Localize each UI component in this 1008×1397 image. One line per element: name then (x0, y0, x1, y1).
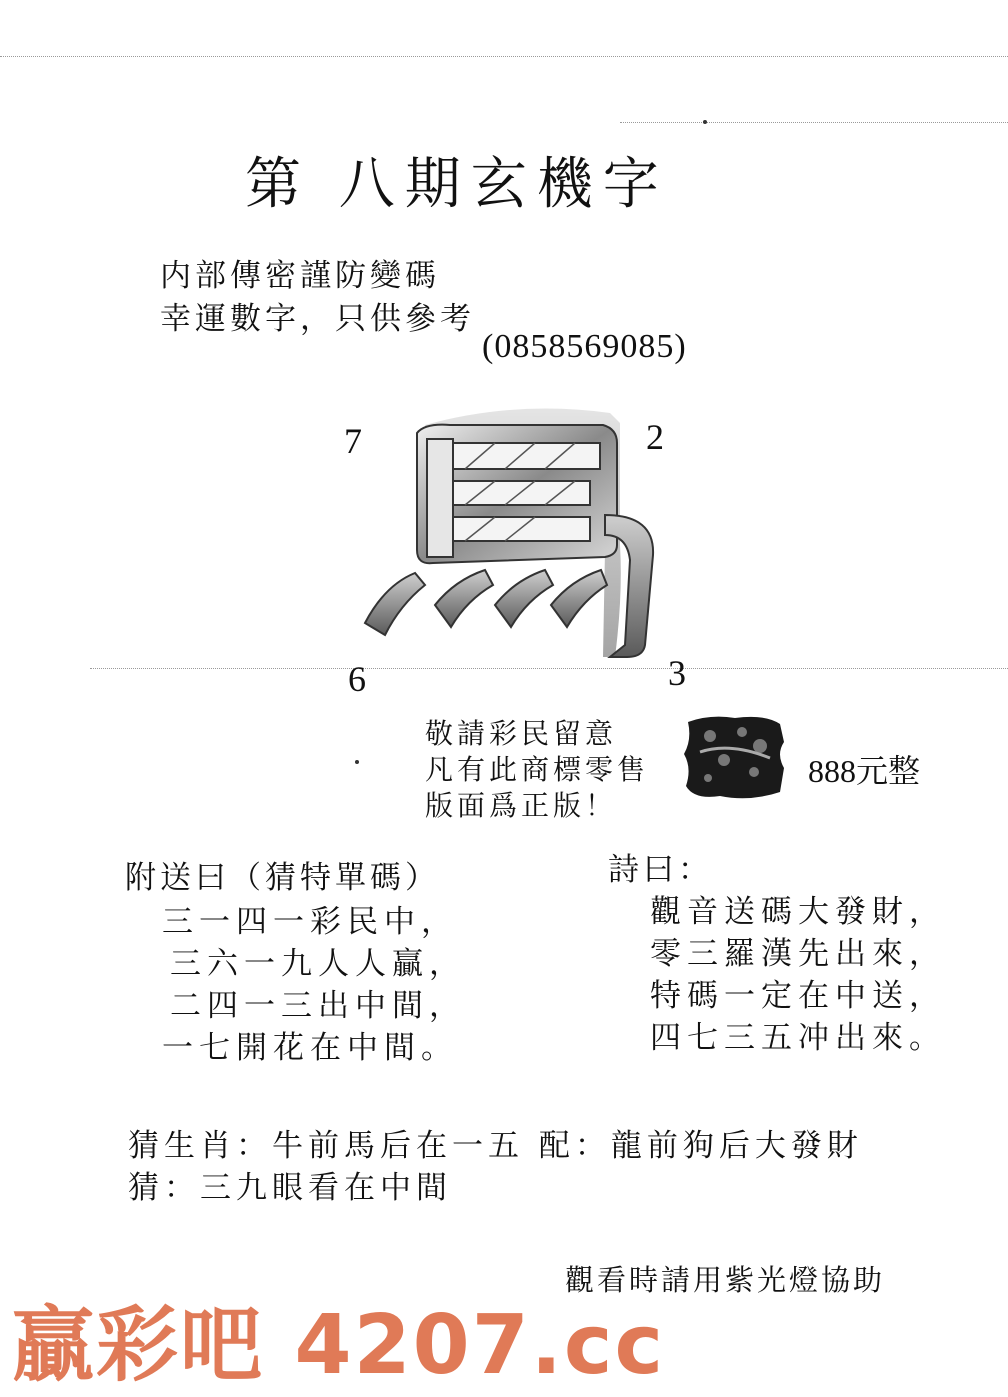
notice-line-1: 敬請彩民留意 (425, 717, 618, 750)
trademark-stamp-image (680, 712, 788, 800)
poem-line: 零三羅漢先出來， (650, 936, 946, 972)
scan-speck (355, 760, 359, 764)
notice-price: 888元整 (808, 753, 921, 789)
lucky-number-top-left: 7 (344, 421, 362, 461)
lucky-number-bottom-right: 3 (668, 653, 686, 693)
phone-number: (0858569085) (482, 328, 687, 365)
poem-line: 特碼一定在中送， (650, 978, 946, 1014)
notice-line-3: 版面爲正版！ (425, 789, 618, 822)
poem-heading: 詩曰： (608, 852, 713, 888)
uv-light-note: 觀看時請用紫光燈協助 (565, 1263, 886, 1297)
lucky-number-bottom-left: 6 (348, 659, 366, 699)
poem-line: 觀音送碼大發財， (650, 894, 946, 930)
site-watermark: 贏彩吧 4207.cc (12, 1298, 666, 1393)
lucky-number-top-right: 2 (646, 417, 664, 457)
notice-line-2: 凡有此商標零售 (425, 753, 650, 786)
gift-line: 三一四一彩民中， (162, 904, 458, 940)
page-title: 第 八期玄機字 (245, 152, 669, 217)
gift-heading: 附送曰（猜特單碼） (125, 860, 440, 896)
scan-line (620, 122, 1008, 123)
gift-line: 二四一三出中間， (170, 988, 466, 1024)
scan-speck (703, 120, 707, 124)
gift-line: 三六一九人人贏， (170, 946, 466, 982)
intro-line-1: 内部傳密謹防變碼 (160, 258, 440, 294)
zodiac-line-2: 猜：三九眼看在中間 (128, 1170, 452, 1206)
intro-line-2: 幸運數字，只供參考 (160, 301, 475, 337)
poem-line: 四七三五冲出來。 (650, 1020, 946, 1056)
scan-line (0, 56, 1008, 57)
gift-line: 一七開花在中間。 (162, 1030, 458, 1066)
zodiac-line-1: 猜生肖：牛前馬后在一五 配：龍前狗后大發財 (128, 1128, 863, 1164)
horse-character-graphic (355, 395, 675, 670)
